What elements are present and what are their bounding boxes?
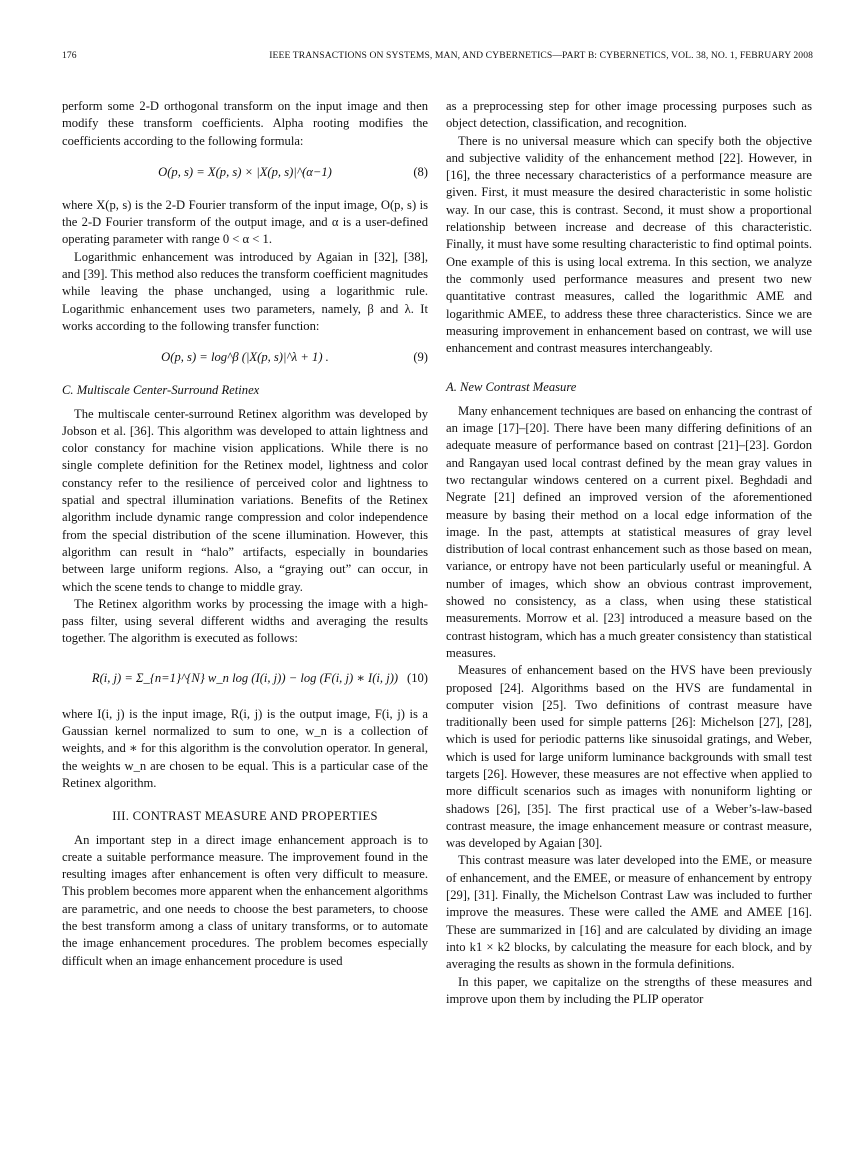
equation-number: (8)	[413, 164, 428, 179]
running-header	[62, 50, 813, 64]
paragraph: An important step in a direct image enhancement approach is to create a suitable performance measure. The improvement found in the resulting images after enhancement is often very difficult to measure. This problem becomes more apparent when the enhancement algorithms are parametric, and one needs to choose the best parameters, to choose the best transform among a class of unitary transforms, or to automate the image enhancement procedures. The problem becomes especially difficult when an image enhancement procedure is used	[62, 832, 428, 968]
paragraph: Logarithmic enhancement was introduced by Agaian in [32], [38], and [39]. This method also reduces the transform coefficient magnitudes while leaving the phase unchanged, using a logarithmic rule. Logarithmic enhancement uses two parameters, namely, β and λ. It works according to the following transfer function:	[62, 249, 428, 333]
section-heading: III. CONTRAST MEASURE AND PROPERTIES	[112, 809, 378, 824]
paragraph: This contrast measure was later developed into the EME, or measure of enhancement, and the EMEE, or measure of enhancement by entropy [29], [31]. Finally, the Michelson Contrast Law was included to further improve the measures. These were called the AME and AMEE [16]. These are summarized in [16] and are calculated by dividing an image into k1 × k2 blocks, by calculating the measure for each block, and by averaging the results as shown in the formula definitions.	[446, 853, 812, 972]
equation-expression: O(p, s) = X(p, s) × |X(p, s)|^(α−1)	[158, 164, 332, 179]
equation-9	[62, 349, 428, 366]
paragraph: In this paper, we capitalize on the strengths of these measures and improve upon them by including the PLIP operator	[446, 974, 812, 1006]
subsection-heading: C. Multiscale Center-Surround Retinex	[62, 383, 260, 398]
paragraph: The multiscale center-surround Retinex algorithm was developed by Jobson et al. [36]. This algorithm was developed to attain lightness and color constancy for machine vision applications. While there is no single complete definition for the Retinex model, lightness and color constancy refer to the resilience of perceived color and lightness to spatial and spectral illumination variations. Benefits of the Retinex algorithm include dynamic range compression and color independence from the special distribution of the scene illumination. However, this algorithm can result in “halo” artifacts, especially in boundaries between large uniform regions. Also, a “graying out” can occur, in which the scene tends to change to middle gray.	[62, 406, 428, 594]
paragraph: The Retinex algorithm works by processing the image with a high-pass filter, using several different widths and averaging the results together. The algorithm is executed as follows:	[62, 596, 428, 646]
right-column	[446, 98, 812, 1008]
equation-number: (10)	[407, 670, 428, 685]
page-number: 176	[62, 50, 77, 61]
paragraph: Many enhancement techniques are based on enhancing the contrast of an image [17]–[20]. There have been many differing definitions of an adequate measure of performance based on contrast [21]–[23]. Gordon and Rangayan used local contrast defined by the mean gray values in two rectangular windows centered on a current pixel. Beghdadi and Negrate [21] defined an improved version of the aforementioned measure by basing their method on a local edge information of the image. In the past, attempts at statistical measures of gray level distribution of local contrast enhancement such as those based on mean, variance, or entropy have not been particularly useful or meaningful. A number of images, which show an obvious contrast improvement, showed no consistency, as a class, when using these statistical measurements. Morrow et al. [23] introduced a measure based on the contrast histogram, which has a much greater consistency than statistical measures.	[446, 403, 812, 660]
left-column	[62, 98, 428, 970]
paragraph: Measures of enhancement based on the HVS have been previously proposed [24]. Algorithms based on the HVS are fundamental in computer vision [25]. Two definitions of contrast measure have traditionally been used for simple patterns [26]: Michelson [27], [28], which is used for periodic patterns like sinusoidal gratings, and Weber, which is used for large uniform luminance backgrounds with small test targets [26]. However, these measures are not effective when applied to more difficult scenarios such as images with nonuniform lighting or shadows [26], [35]. The first practical use of a Weber’s-law-based contrast measure, the image enhancement measure or contrast measure, was developed by Agaian [30].	[446, 663, 812, 851]
paragraph: perform some 2-D orthogonal transform on the input image and then modify these transform coefficients. Alpha rooting modifies the coefficients according to the following formula:	[62, 99, 428, 148]
equation-10	[62, 656, 428, 700]
paragraph: where X(p, s) is the 2-D Fourier transform of the input image, O(p, s) is the 2-D Fourier transform of the output image, and α is a user-defined operating parameter with range 0 < α < 1.	[62, 197, 428, 247]
paragraph: There is no universal measure which can specify both the objective and subjective validity of the enhancement method [22]. However, in [16], the three necessary characteristics of a performance measure are given. First, it must measure the desired characteristic in some holistic way. In our case, this is contrast. Second, it must show a proportional relationship between increase and decrease of this characteristic. Finally, it must have some resulting characteristic to find optimal points. One example of this is using local extrema. In this section, we analyze the commonly used performance measures and present two new quantitative contrast measures, called the logarithmic AME and logarithmic AMEE, to address these three characteristics. Since we are measuring improvement in enhancement based on contrast, we will use enhancement and contrast measures interchangeably.	[446, 133, 812, 356]
equation-expression: R(i, j) = Σ_{n=1}^{N} w_n log (I(i, j)) − log (F(i, j) ∗ I(i, j))	[91, 670, 399, 685]
equation-expression: O(p, s) = log^β (|X(p, s)|^λ + 1) .	[161, 350, 329, 365]
paragraph: as a preprocessing step for other image processing purposes such as object detection, classification, and recognition.	[446, 99, 812, 131]
equation-8	[62, 164, 428, 181]
paragraph: where I(i, j) is the input image, R(i, j) is the output image, F(i, j) is a Gaussian kernel normalized to sum to one, w_n is a collection of weights, and ∗ for this algorithm is the convolution operator. In general, the weights w_n are chosen to be equal. This is a particular case of the Retinex algorithm.	[62, 706, 428, 790]
journal-title: IEEE TRANSACTIONS ON SYSTEMS, MAN, AND CYBERNETICS—PART B: CYBERNETICS, VOL. 38, NO. 1, FEBRUARY 2008	[269, 50, 813, 61]
equation-number: (9)	[413, 350, 428, 365]
subsection-heading: A. New Contrast Measure	[446, 380, 577, 395]
